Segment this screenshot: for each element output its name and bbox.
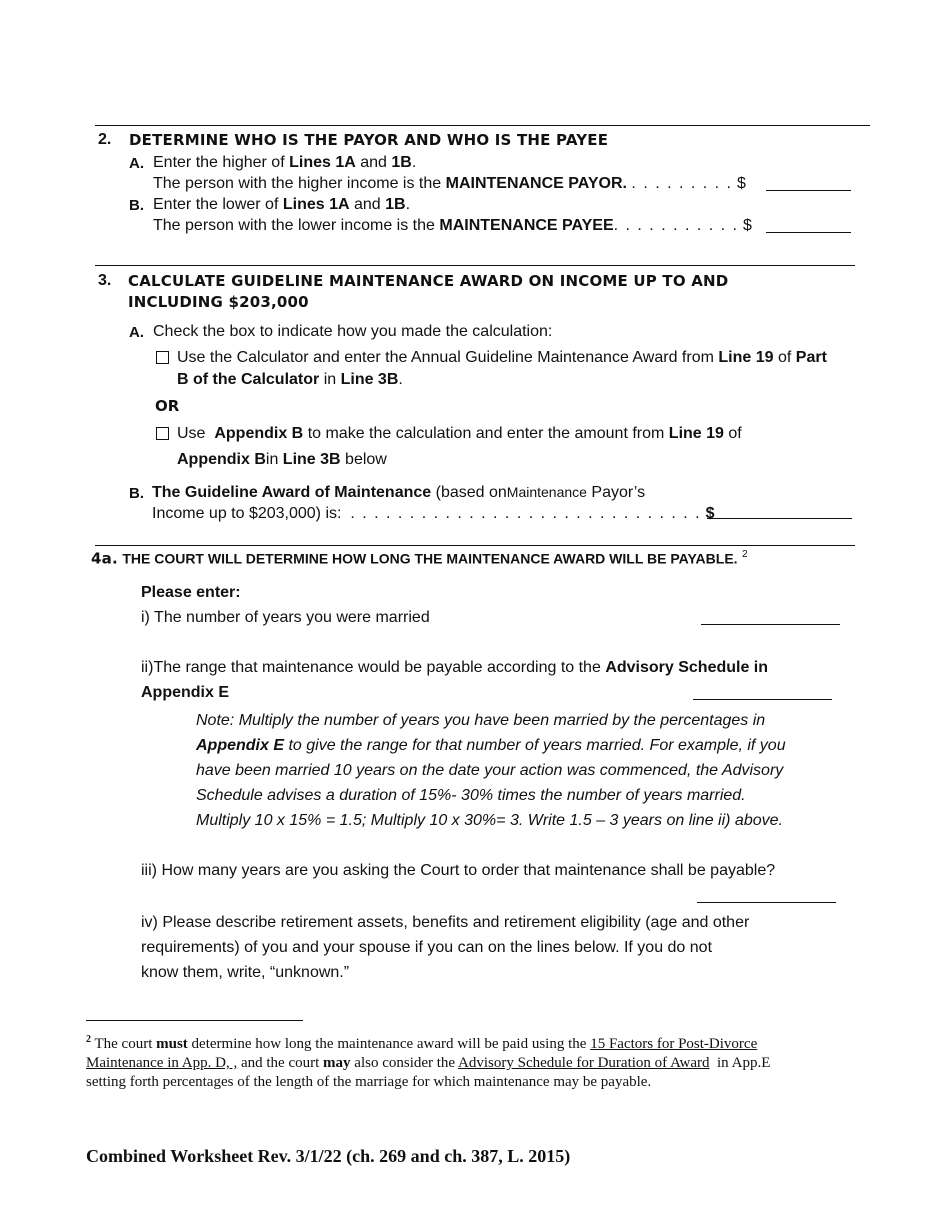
section-3-number: 3. [98,272,112,289]
calculator-option-checkbox[interactable] [156,351,169,364]
appendix-b-option-line1: Use Appendix B to make the calculation and enter the amount from Line 19 of [177,425,742,442]
footnote-line-2: Maintenance in App. D, , and the court may also consider the Advisory Schedule for Duration of Award in App.E [86,1055,771,1071]
section-3-title-line1: CALCULATE GUIDELINE MAINTENANCE AWARD ON INCOME UP TO AND [128,272,729,290]
retirement-description [141,910,749,985]
section-3b-text: The Guideline Award of Maintenance (based onMaintenance Payor’s [152,484,646,501]
section-2b-label: B. [129,197,144,214]
years-married-label: i) The number of years you were married [141,609,430,626]
range-field[interactable] [693,699,832,700]
appendix-b-option-checkbox[interactable] [156,427,169,440]
appendix-d-link[interactable]: Maintenance in App. D, , [86,1055,238,1071]
please-enter-label: Please enter: [141,584,241,601]
section-3-title-line2: INCLUDING $203,000 [128,293,309,311]
retirement-line-3: know them, write, “unknown.” [141,964,350,981]
footnote-separator [86,1020,303,1021]
section-2b-payee-line: The person with the lower income is the MAINTENANCE PAYEE. . . . . . . . . . . $ [153,217,752,234]
appendix-b-option-line2: Appendix Bin Line 3B below [177,451,387,468]
footnote-line-1: $^2$ The court must determine how long the maintenance award will be paid using the 15 Factors for Post-Divorce [86,1034,758,1052]
calculator-option-text: Use the Calculator and enter the Annual Guideline Maintenance Award from Line 19 of Part B of the Calculator in Line 3B. [177,349,827,388]
page-footer: Combined Worksheet Rev. 3/1/22 (ch. 269 and ch. 387, L. 2015) [86,1146,571,1166]
footnote-2-reference[interactable]: 2 [742,549,748,560]
advisory-schedule-link[interactable]: Advisory Schedule for Duration of Award [458,1055,710,1071]
factors-link[interactable]: 15 Factors for Post-Divorce [590,1036,758,1052]
section-3b-income-line: Income up to $203,000) is: . . . . . . . . . . . . . . . . . . . . . . . . . . . . . . $ [152,505,715,522]
section-3b-label: B. [129,485,144,502]
note-line-5: Multiply 10 x 15% = 1.5; Multiply 10 x 30%= 3. Write 1.5 – 3 years on line ii) above. [196,812,783,829]
payee-amount-field[interactable] [766,232,851,233]
section-2a-label: A. [129,155,144,172]
retirement-line-1: iv) Please describe retirement assets, benefits and retirement eligibility (age and other [141,914,750,931]
section-2-top-rule [95,125,870,126]
note-line-2: Appendix E to give the range for that number of years married. For example, if you [196,737,786,754]
range-label-line1: ii)The range that maintenance would be payable according to the Advisory Schedule in [141,659,769,676]
section-3a-text: Check the box to indicate how you made the calculation: [153,323,553,340]
section-3a-label: A. [129,324,144,341]
section-4a-top-rule [95,545,855,546]
section-2-number: 2. [98,131,112,148]
years-married-field[interactable] [701,624,840,625]
section-2b-text: Enter the lower of Lines 1A and 1B. [153,196,411,213]
note-line-4: Schedule advises a duration of 15%- 30% times the number of years married. [196,787,746,804]
note-block [196,708,786,833]
section-2-title: DETERMINE WHO IS THE PAYOR AND WHO IS THE PAYEE [129,131,609,149]
section-2a-text: Enter the higher of Lines 1A and 1B. [153,154,417,171]
footnote-line-3: setting forth percentages of the length of the marriage for which maintenance may be payable. [86,1074,652,1090]
payor-amount-field[interactable] [766,190,851,191]
range-label-line2: Appendix E [141,684,230,701]
retirement-line-2: requirements) of you and your spouse if you can on the lines below. If you do not [141,939,713,956]
or-label: OR [155,397,180,415]
section-4a-title: 4a. THE COURT WILL DETERMINE HOW LONG THE MAINTENANCE AWARD WILL BE PAYABLE. $^2$ [91,549,748,568]
section-3-top-rule [95,265,855,266]
years-requested-field[interactable] [697,902,836,903]
years-requested-label: iii) How many years are you asking the Court to order that maintenance shall be payable? [141,862,776,879]
note-line-1: Note: Multiply the number of years you have been married by the percentages in [196,712,766,729]
section-2a-payor-line: The person with the higher income is the MAINTENANCE PAYOR. . . . . . . . . . $ [153,175,746,192]
guideline-award-amount-field[interactable] [707,518,852,519]
note-line-3: have been married 10 years on the date your action was commenced, the Advisory [196,762,784,779]
footnote-text [86,1030,866,1092]
